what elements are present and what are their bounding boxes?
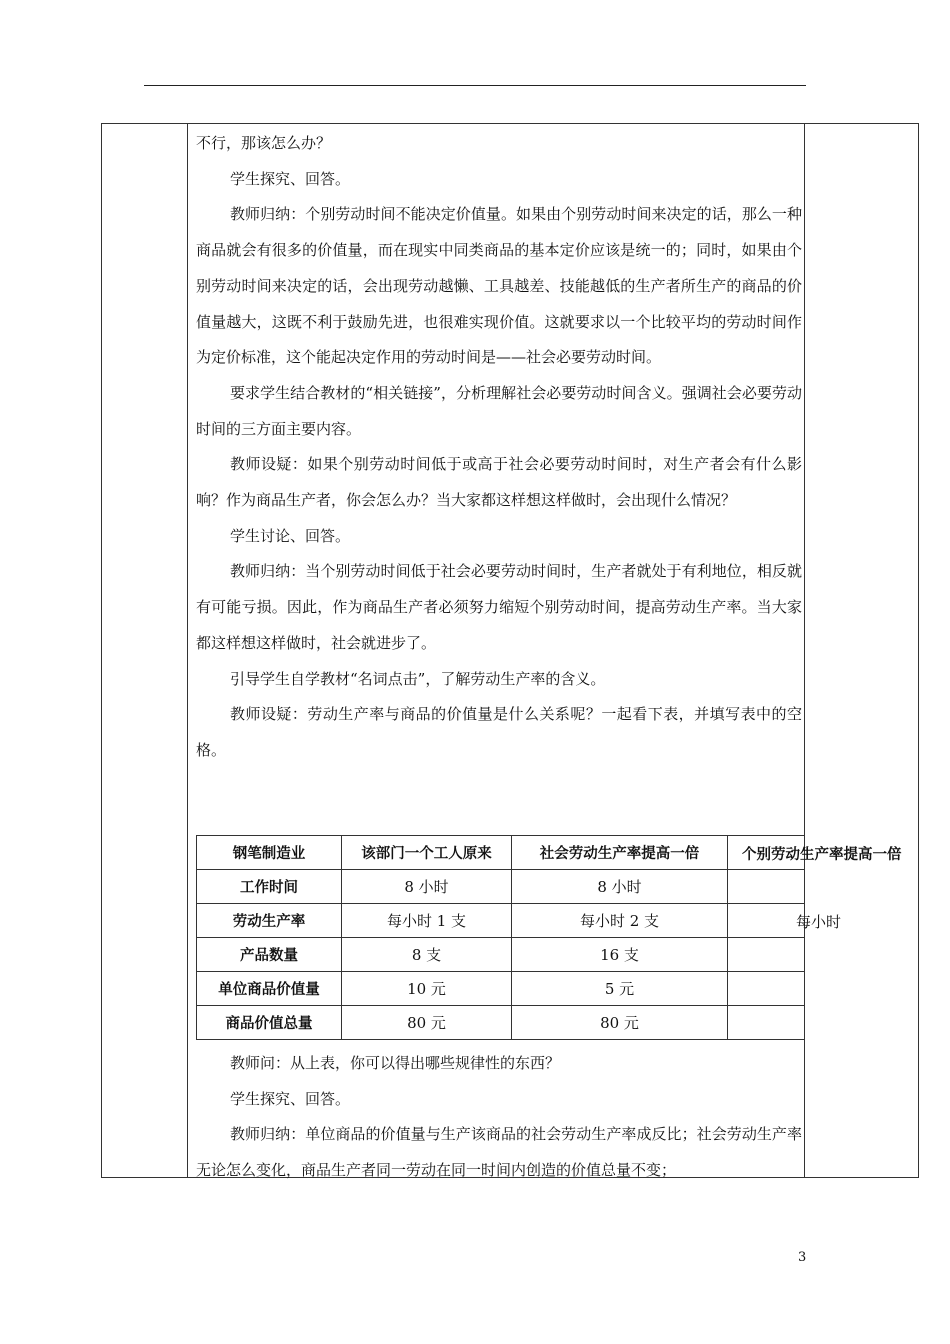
column-divider-left [187,124,188,1177]
top-paragraph: 教师设疑：如果个别劳动时间低于或高于社会必要劳动时间时，对生产者会有什么影响？作为商品生产者，你会怎么办？当大家都这样想这样做时，会出现什么情况？ [196,455,802,510]
header-rule [144,85,806,86]
table-cell: 每小时 2 支 [512,904,728,938]
table-row [197,938,805,972]
table-row-label: 商品价值总量 [197,1006,342,1040]
table-cell [728,1006,805,1040]
top-paragraph: 要求学生结合教材的“相关链接”，分析理解社会必要劳动时间含义。强调社会必要劳动时间的三方面主要内容。 [196,383,802,438]
table-header-row [197,836,805,870]
table-cell-overflow-text: 每小时 [796,913,842,931]
bottom-paragraph: 学生探究、回答。 [230,1089,351,1108]
table-row [197,1006,805,1040]
table-row-label: 劳动生产率 [197,904,342,938]
table-row [197,904,805,938]
table-cell [728,938,805,972]
table-cell: 16 支 [512,938,728,972]
table-cell: 80 元 [342,1006,512,1040]
table-header-cell [728,836,902,870]
bottom-paragraph: 教师归纳：单位商品的价值量与生产该商品的社会劳动生产率成反比；社会劳动生产率无论怎么变化，商品生产者同一劳动在同一时间内创造的价值总量不变； [196,1125,802,1180]
table-cell: 每小时 1 支 [342,904,512,938]
table-cell: 8 支 [342,938,512,972]
table-row [197,870,805,904]
top-paragraph: 教师归纳：当个别劳动时间低于社会必要劳动时间时，生产者就处于有利地位，相反就有可能亏损。因此，作为商品生产者必须努力缩短个别劳动时间，提高劳动生产率。当大家都这样想这样做时，社会就进步了。 [196,562,802,652]
bottom-paragraph: 教师问：从上表，你可以得出哪些规律性的东西？ [230,1054,561,1072]
table-header-cell: 该部门一个工人原来 [342,836,512,870]
table-cell [728,904,842,938]
lesson-text-bottom [196,1046,802,1189]
table-row-label: 产品数量 [197,938,342,972]
table-cell: 5 元 [512,972,728,1006]
productivity-table [196,835,902,1040]
table-cell: 80 元 [512,1006,728,1040]
table-cell [728,870,805,904]
table-row [197,972,805,1006]
top-paragraph: 不行，那该怎么办？ [196,134,332,152]
table-header-overflow-text: 个别劳动生产率提高一倍 [742,847,902,863]
table-cell: 8 小时 [342,870,512,904]
table-cell: 8 小时 [512,870,728,904]
top-paragraph: 教师设疑：劳动生产率与商品的价值量是什么关系呢？一起看下表，并填写表中的空格。 [196,705,802,759]
page-number: 3 [798,1250,807,1265]
top-paragraph: 学生讨论、回答。 [230,526,351,545]
table-row-label: 单位商品价值量 [197,972,342,1006]
top-paragraph: 教师归纳：个别劳动时间不能决定价值量。如果由个别劳动时间来决定的话，那么一种商品就会有很多的价值量，而在现实中同类商品的基本定价应该是统一的；同时，如果由个别劳动时间来决定的话，会出现劳动越懒、工具越差、技能越低的生产者所生产的商品的价值量越大，这既不利于鼓励先进，也很难实现价值。这就要求以一个比较平均的劳动时间作为定价标准，这个能起决定作用的劳动时间是——社会必要劳动时间。 [196,205,802,367]
lesson-text-top [196,126,802,769]
table-cell [728,972,805,1006]
top-paragraph: 引导学生自学教材“名词点击”，了解劳动生产率的含义。 [230,669,606,688]
table-header-cell: 钢笔制造业 [197,836,342,870]
table-header-cell: 社会劳动生产率提高一倍 [512,836,728,870]
table-row-label: 工作时间 [197,870,342,904]
table-cell: 10 元 [342,972,512,1006]
top-paragraph: 学生探究、回答。 [230,169,351,188]
